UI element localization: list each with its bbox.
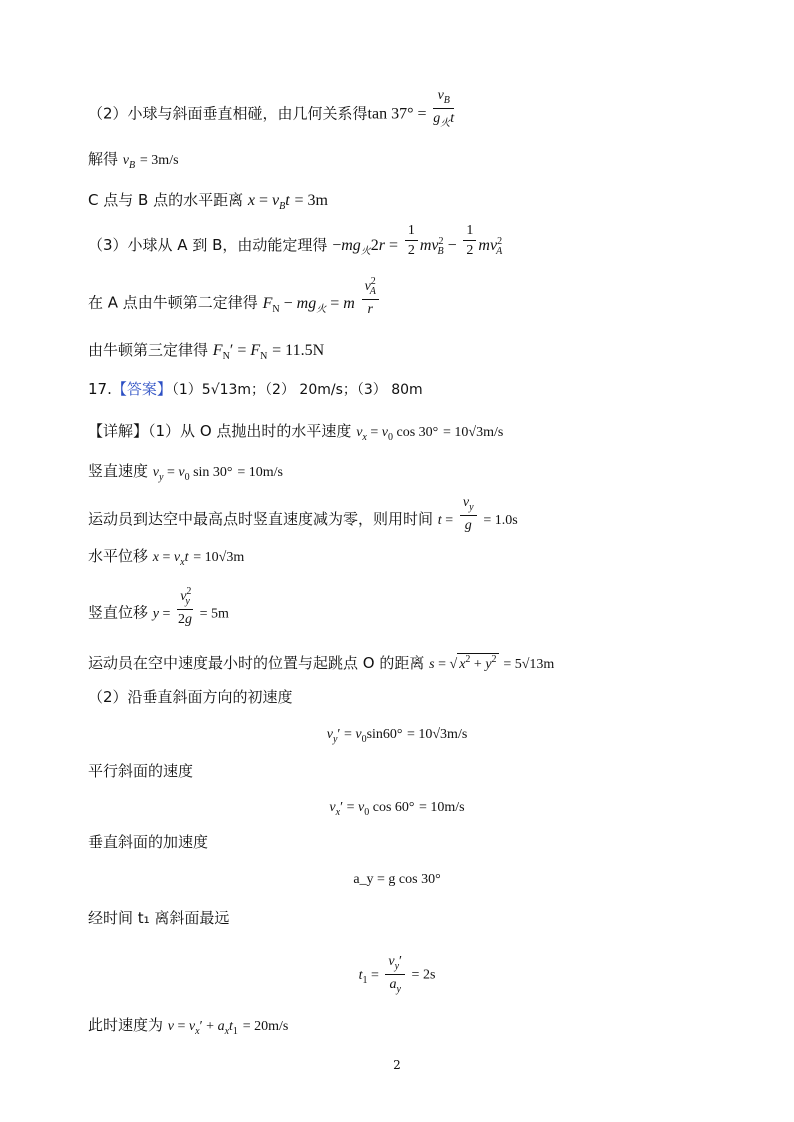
text: 竖直位移: [88, 603, 149, 622]
formula: = 10m/s: [418, 800, 465, 815]
detail-tag: 【详解】: [88, 422, 149, 440]
formula: = 20m/s: [242, 1019, 289, 1034]
line-1: [88, 88, 456, 129]
line-7: [88, 382, 423, 397]
line-22: 此时速度为 $v = v_x' + a_xt_1 = 20m/s$: [88, 1016, 289, 1037]
text: （3）小球从 A 到 B，由动能定理得: [88, 235, 328, 254]
line-2: 解得 $v_B = 3m/s$: [88, 150, 179, 171]
q-number: 17.: [88, 380, 112, 398]
line-4: （3）小球从 A 到 B，由动能定理得 $-mg_火2r$ = $\frac{1}{2}$ $mv^2_B$ − $\frac{1}{2}$ $mv^2_A$: [88, 223, 503, 259]
line-15: $v_y' = v_0\sin 60^\circ = 10√3m/s$: [326, 727, 468, 745]
line-9: 竖直速度 $v_y = v_0$ sin 30° = 10m/s: [88, 462, 283, 483]
formula: = 10√3m: [193, 550, 245, 565]
text: 经时间 t₁ 离斜面最远: [88, 909, 230, 927]
value: = 1.0s: [483, 513, 518, 529]
answer-tag: 【答案】: [111, 380, 172, 398]
text: （2）小球与斜面垂直相碰，由几何关系得: [88, 104, 368, 123]
formula: = 10√3m/s: [443, 425, 504, 440]
text: 水平位移: [88, 547, 149, 565]
line-21: $t_1$ = $\frac{v_y'}{a_y}$ = 2s: [358, 954, 436, 995]
line-5: 在 A 点由牛顿第二定律得 $F_N - mg_火 = m$ $\frac{v^2_A}{r}$: [88, 290, 381, 317]
formula: = 10m/s: [237, 465, 283, 480]
answer-parts: （1）5√13m；（2） 20m/s；（3） 80m: [171, 382, 423, 398]
line-8: 【详解】（1）从 O 点抛出时的水平速度 $v_x = v_0$ cos 30° = 10√3m/s: [88, 422, 504, 443]
text: C 点与 B 点的水平距离: [88, 191, 244, 209]
line-14: [88, 690, 293, 705]
line-18: [88, 835, 208, 850]
line-3: C 点与 B 点的水平距离 $x = v_Bt = 3m$: [88, 191, 328, 212]
fraction: $\frac{v_B}{g_火t}$: [433, 88, 455, 129]
text: 在 A 点由牛顿第二定律得: [88, 293, 258, 312]
formula: = 10√3m/s: [406, 727, 468, 742]
text: 解得: [88, 150, 119, 168]
line-13: 运动员在空中速度最小时的位置与起跳点 O 的距离 s = √ $x^2 + y^2 = 5√13m$: [88, 654, 555, 672]
value: = 11.5N: [272, 342, 325, 359]
text: 由牛顿第三定律得: [88, 341, 209, 359]
text: 竖直速度: [88, 462, 149, 480]
line-12: 竖直位移 y = $\frac{v^2_y}{2g}$ = 5m: [88, 586, 229, 627]
line-20: [88, 911, 229, 926]
formula: = 3m: [294, 192, 328, 209]
line-6: 由牛顿第三定律得 $F_N' = F_N = 11.5N$: [88, 341, 325, 362]
value: = 2s: [411, 967, 436, 983]
page-number: 2: [393, 1058, 401, 1072]
line-17: $v_x' = v_0$ cos 60° = 10m/s: [329, 800, 465, 818]
value: = 5m: [199, 606, 229, 622]
formula: = 3m/s: [139, 153, 179, 168]
line-11: 水平位移 $x = v_xt = 10√3m$: [88, 547, 245, 568]
formula: a_y = g cos 30°: [353, 872, 441, 887]
line-19: [0, 871, 794, 888]
line-10: 运动员到达空中最高点时竖直速度减为零，则用时间 t = $\frac{v_y}{g}$ = 1.0s: [88, 495, 518, 533]
text: 运动员到达空中最高点时竖直速度减为零，则用时间: [88, 510, 434, 529]
text: 垂直斜面的加速度: [88, 833, 209, 851]
text: 平行斜面的速度: [88, 762, 194, 780]
formula: tan 37° =: [367, 105, 427, 123]
text: 运动员在空中速度最小时的位置与起跳点 O 的距离: [88, 654, 425, 672]
text: （2）沿垂直斜面方向的初速度: [88, 688, 293, 706]
line-16: [88, 764, 193, 779]
text: 此时速度为: [88, 1016, 164, 1034]
value: = 5√13m: [503, 657, 555, 672]
text: （1）从 O 点抛出时的水平速度: [148, 422, 352, 440]
